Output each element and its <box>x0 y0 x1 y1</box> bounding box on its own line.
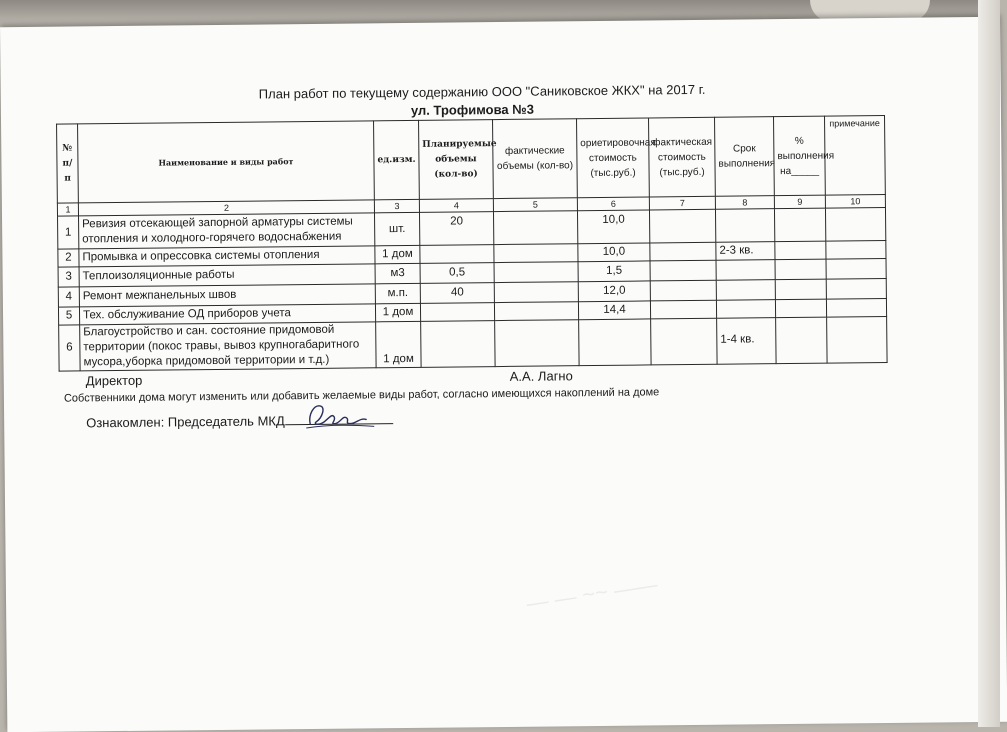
director-name: А.А. Лагно <box>509 368 573 384</box>
actual-cost <box>650 242 716 261</box>
planned-volume <box>421 321 495 368</box>
completion-percent <box>775 279 826 300</box>
estimated-cost: 12,0 <box>578 281 650 302</box>
header-cell: Наименование и виды работ <box>78 121 375 203</box>
row-number: 2 <box>58 249 79 267</box>
completion-percent <box>774 208 825 242</box>
actual-volume <box>494 302 578 321</box>
column-number: 2 <box>78 200 374 216</box>
table-row <box>59 316 887 371</box>
actual-cost <box>650 300 716 319</box>
show-through-marks: — — ~~ —— <box>524 571 660 616</box>
column-number: 3 <box>374 199 419 212</box>
document-sheet <box>0 17 1007 732</box>
completion-percent <box>776 317 827 364</box>
header-cell: Срок выполнения <box>715 117 775 197</box>
header-cell: Планируемые объемы (кол-во) <box>419 120 494 200</box>
row-number: 6 <box>59 325 80 371</box>
column-number: 9 <box>774 195 825 209</box>
work-name: Ремонт межпанельных швов <box>79 284 375 307</box>
deadline: 2-3 кв. <box>716 242 775 261</box>
unit: 1 дом <box>376 321 421 367</box>
row-number: 3 <box>58 267 79 287</box>
estimated-cost <box>579 319 651 366</box>
actual-volume <box>494 282 578 303</box>
handwritten-signature <box>304 401 376 432</box>
works-table <box>56 115 888 372</box>
actual-cost <box>650 280 716 301</box>
header-cell: % выполнения на_____ <box>774 116 826 196</box>
completion-percent <box>775 259 826 280</box>
column-number: 4 <box>419 199 493 213</box>
work-name: Ревизия отсекающей запорной арматуры системы отопления и холодного-горячего водоснабжения <box>79 213 375 249</box>
unit: м.п. <box>375 283 420 303</box>
actual-cost <box>649 209 715 243</box>
column-number: 1 <box>57 203 78 216</box>
note <box>827 316 887 363</box>
planned-volume <box>420 303 494 322</box>
estimated-cost: 1,5 <box>578 261 650 282</box>
unit: шт. <box>374 212 419 245</box>
actual-volume <box>493 211 577 245</box>
header-cell: ориетировочная стоимость (тыс.руб.) <box>577 118 650 198</box>
deadline <box>716 300 775 319</box>
unit: 1 дом <box>375 303 420 321</box>
row-number: 1 <box>58 216 79 249</box>
row-number: 5 <box>58 307 79 325</box>
work-name: Теплоизоляционные работы <box>79 264 375 287</box>
header-cell: фактические объемы (кол-во) <box>493 119 578 199</box>
page-title: План работ по текущему содержанию ООО "Саниковское ЖКХ" на 2017 г. <box>258 81 706 102</box>
work-name: Благоустройство и сан. состояние придомовой территории (покос травы, вывоз крупногабаритного мусора,уборка придомовой территории и т.д.) <box>80 322 376 371</box>
column-number: 10 <box>825 194 885 208</box>
estimated-cost: 10,0 <box>577 210 649 244</box>
deadline <box>716 280 775 301</box>
header-cell: фактическая стоимость (тыс.руб.) <box>649 117 716 197</box>
actual-volume <box>494 262 578 283</box>
unit: 1 дом <box>375 245 420 263</box>
table-header-row <box>57 115 886 203</box>
deadline: 1-4 кв. <box>717 318 776 365</box>
acknowledgement-label: Ознакомлен: Председатель МКД <box>86 413 285 431</box>
note <box>826 240 886 259</box>
planned-volume: 20 <box>419 212 493 246</box>
planned-volume <box>420 245 494 264</box>
header-cell: № п/п <box>57 124 79 203</box>
row-number: 4 <box>58 287 79 307</box>
column-number: 6 <box>577 197 649 211</box>
column-number: 5 <box>493 198 577 212</box>
work-name: Промывка и опрессовка системы отопления <box>79 246 375 267</box>
header-cell: примечание <box>825 115 886 195</box>
scan-right-edge <box>978 0 1000 727</box>
address-subtitle: ул. Трофимова №3 <box>410 101 535 118</box>
unit: м3 <box>375 263 420 283</box>
planned-volume: 0,5 <box>420 263 494 284</box>
planned-volume: 40 <box>420 283 494 304</box>
column-number: 8 <box>715 196 774 210</box>
estimated-cost: 10,0 <box>578 243 650 262</box>
deadline <box>716 260 775 281</box>
estimated-cost: 14,4 <box>578 301 650 320</box>
column-number: 7 <box>649 196 715 210</box>
owners-note: Собственники дома могут изменить или добавить желаемые виды работ, согласно имеющихся накоплений на доме <box>63 386 660 405</box>
note <box>826 298 886 317</box>
actual-cost <box>651 318 717 365</box>
note <box>826 258 886 279</box>
completion-percent <box>775 299 826 318</box>
deadline <box>715 209 774 243</box>
completion-percent <box>775 241 826 260</box>
note <box>825 207 885 241</box>
work-name: Тех. обслуживание ОД приборов учета <box>79 304 375 325</box>
note <box>826 278 886 299</box>
actual-cost <box>650 260 716 281</box>
director-label: Директор <box>85 372 143 389</box>
actual-volume <box>494 244 578 263</box>
header-cell: ед.изм. <box>374 120 420 199</box>
actual-volume <box>495 320 579 367</box>
